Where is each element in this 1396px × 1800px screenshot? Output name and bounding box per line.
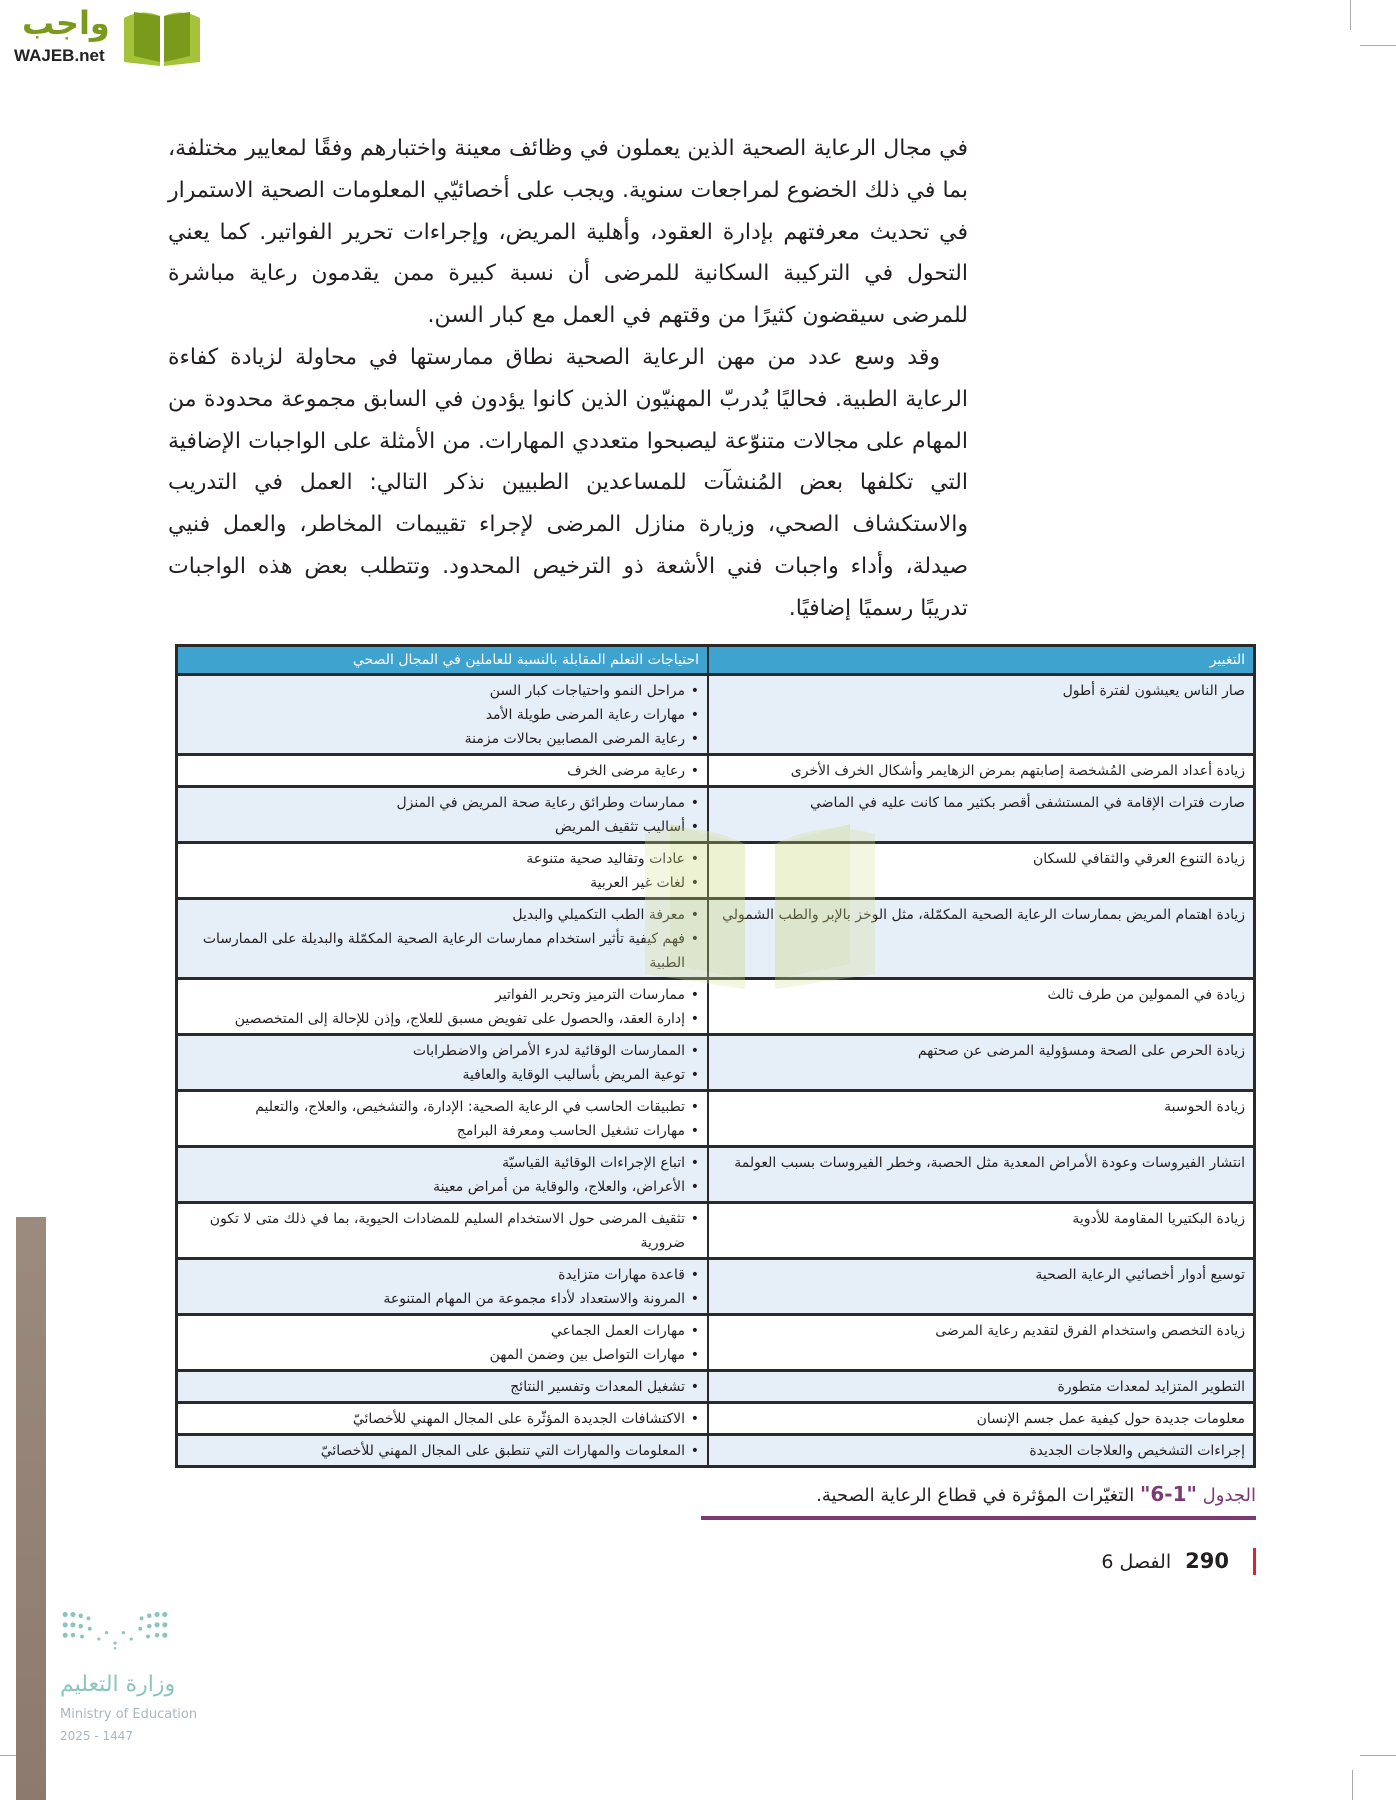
header-change: التغيير: [708, 645, 1255, 674]
table-row: [177, 1146, 1255, 1202]
learning-needs-cell: [177, 1258, 709, 1314]
table-caption: [701, 1482, 1256, 1520]
need-item: • رعاية المرضى المصابين بحالات مزمنة: [186, 727, 699, 751]
need-item: • إدارة العقد، والحصول على تفويض مسبق للعلاج، وإذن للإحالة إلى المتخصصين: [186, 1007, 699, 1031]
table-container: [175, 644, 1256, 1468]
ministry-dots-icon: [60, 1600, 170, 1660]
need-item: • الأعراض، والعلاج، والوقاية من أمراض معينة: [186, 1175, 699, 1199]
needs-list: [186, 679, 699, 751]
change-cell: معلومات جديدة حول كيفية عمل جسم الإنسان: [708, 1402, 1255, 1434]
need-item: • رعاية مرضى الخرف: [186, 759, 699, 783]
body-text: [168, 128, 968, 630]
learning-needs-cell: [177, 1202, 709, 1258]
learning-needs-cell: [177, 1314, 709, 1370]
paragraph: في مجال الرعاية الصحية الذين يعملون في وظائف معينة واختبارهم وفقًا لمعايير مختلفة، بما في ذلك الخضوع لمراجعات سنوية. ويجب على أخصائيّي المعلومات الصحية الاستمرار في تحديث معرفتهم بإدارة العقود، وأهلية المريض، وإجراءات تحرير الفواتير. كما يعني التحول في التركيبة السكانية للمرضى أن نسبة كبيرة ممن يقدمون رعاية مباشرة للمرضى سيقضون كثيرًا من وقتهم في العمل مع كبار السن.: [168, 136, 968, 329]
learning-needs-cell: [177, 842, 709, 898]
need-item: • ممارسات وطرائق رعاية صحة المريض في المنزل: [186, 791, 699, 815]
paragraph: وقد وسع عدد من مهن الرعاية الصحية نطاق ممارستها في محاولة لزيادة كفاءة الرعاية الطبية. فحاليًا يُدربّ المهنيّون الذين كانوا يؤدون في السابق مجموعة محدودة من المهام على مجالات متنوّعة ليصبحوا متعددي المهارات. من الأمثلة على الواجبات الإضافية التي تكلفها بعض المُنشآت للمساعدين الطبيين نذكر التالي: العمل في التدريب والاستكشاف الصحي، وزيارة منازل المرضى لإجراء تقييمات المخاطر، والعمل فنيي صيدلة، وأداء واجبات فني الأشعة ذو الترخيص المحدود. وتتطلب بعض هذه الواجبات تدريبًا رسميًا إضافيًا.: [168, 344, 968, 621]
table-row: [177, 1090, 1255, 1146]
needs-list: [186, 759, 699, 783]
need-item: • الاكتشافات الجديدة المؤثّرة على المجال المهني للأخصائيّ: [186, 1407, 699, 1431]
table-row: [177, 1370, 1255, 1402]
change-cell: زيادة اهتمام المريض بممارسات الرعاية الصحية المكمّلة، مثل الوخز بالإبر والطب الشمولي: [708, 898, 1255, 978]
need-item: • توعية المريض بأساليب الوقاية والعافية: [186, 1063, 699, 1087]
change-cell: صارت فترات الإقامة في المستشفى أقصر بكثير مما كانت عليه في الماضي: [708, 786, 1255, 842]
change-cell: توسيع أدوار أخصائيي الرعاية الصحية: [708, 1258, 1255, 1314]
change-cell: زيادة البكتيريا المقاومة للأدوية: [708, 1202, 1255, 1258]
chapter-label: الفصل 6: [1101, 1550, 1172, 1573]
need-item: • المرونة والاستعداد لأداء مجموعة من المهام المتنوعة: [186, 1287, 699, 1311]
header-learning-needs: احتياجات التعلم المقابلة بالنسبة للعاملين في المجال الصحي: [177, 645, 709, 674]
table-header-row: [177, 645, 1255, 674]
table-row: [177, 898, 1255, 978]
table-row: [177, 1314, 1255, 1370]
needs-list: [186, 1039, 699, 1087]
crop-mark: [1352, 1770, 1353, 1800]
change-cell: التطوير المتزايد لمعدات متطورة: [708, 1370, 1255, 1402]
table-row: [177, 1402, 1255, 1434]
learning-needs-cell: [177, 1146, 709, 1202]
learning-needs-cell: [177, 754, 709, 786]
change-cell: صار الناس يعيشون لفترة أطول: [708, 674, 1255, 754]
needs-list: [186, 1375, 699, 1399]
need-item: • تثقيف المرضى حول الاستخدام السليم للمضادات الحيوية، بما في ذلك متى لا تكون ضرورية: [186, 1207, 699, 1255]
table-row: [177, 978, 1255, 1034]
needs-list: [186, 1151, 699, 1199]
table-row: [177, 786, 1255, 842]
page-content: [168, 128, 1256, 1575]
need-item: • مهارات العمل الجماعي: [186, 1319, 699, 1343]
needs-list: [186, 983, 699, 1031]
change-cell: زيادة الحوسبة: [708, 1090, 1255, 1146]
needs-list: [186, 1319, 699, 1367]
need-item: • مهارات التواصل بين وضمن المهن: [186, 1343, 699, 1367]
crop-mark: [1360, 45, 1396, 46]
ministry-logo: [60, 1600, 198, 1780]
needs-list: [186, 1407, 699, 1431]
learning-needs-cell: [177, 786, 709, 842]
caption-number: "1-6": [1139, 1481, 1197, 1506]
table-row: [177, 1434, 1255, 1466]
learning-needs-cell: [177, 674, 709, 754]
needs-list: [186, 1095, 699, 1143]
crop-mark: [1350, 0, 1351, 30]
change-cell: زيادة التخصص واستخدام الفرق لتقديم رعاية المرضى: [708, 1314, 1255, 1370]
need-item: • ممارسات الترميز وتحرير الفواتير: [186, 983, 699, 1007]
learning-needs-cell: [177, 1090, 709, 1146]
health-changes-table: [175, 644, 1256, 1468]
need-item: • مهارات رعاية المرضى طويلة الأمد: [186, 703, 699, 727]
table-row: [177, 1034, 1255, 1090]
needs-list: [186, 1263, 699, 1311]
change-cell: زيادة التنوع العرقي والثقافي للسكان: [708, 842, 1255, 898]
learning-needs-cell: [177, 898, 709, 978]
need-item: • تشغيل المعدات وتفسير النتائج: [186, 1375, 699, 1399]
need-item: • أساليب تثقيف المريض: [186, 815, 699, 839]
ministry-year: 2025 - 1447: [60, 1729, 134, 1743]
need-item: • الممارسات الوقائية لدرء الأمراض والاضطرابات: [186, 1039, 699, 1063]
table-row: [177, 842, 1255, 898]
needs-list: [186, 791, 699, 839]
learning-needs-cell: [177, 1434, 709, 1466]
side-strip: [16, 1217, 46, 1800]
change-cell: زيادة في الممولين من طرف ثالث: [708, 978, 1255, 1034]
need-item: • فهم كيفية تأثير استخدام ممارسات الرعاية الصحية المكمّلة والبديلة على الممارسات الطبية: [186, 927, 699, 975]
learning-needs-cell: [177, 978, 709, 1034]
table-row: [177, 1202, 1255, 1258]
need-item: • عادات وتقاليد صحية متنوعة: [186, 847, 699, 871]
need-item: • قاعدة مهارات متزايدة: [186, 1263, 699, 1287]
need-item: • اتباع الإجراءات الوقائية القياسيّة: [186, 1151, 699, 1175]
crop-mark: [1360, 1755, 1396, 1756]
page-footer-row: [168, 1548, 1256, 1575]
need-item: • مهارات تشغيل الحاسب ومعرفة البرامج: [186, 1119, 699, 1143]
change-cell: زيادة الحرص على الصحة ومسؤولية المرضى عن صحتهم: [708, 1034, 1255, 1090]
need-item: • مراحل النمو واحتياجات كبار السن: [186, 679, 699, 703]
caption-text: التغيّرات المؤثرة في قطاع الرعاية الصحية.: [816, 1484, 1135, 1506]
learning-needs-cell: [177, 1402, 709, 1434]
book-icon: [120, 6, 204, 66]
page-footer: [1101, 1548, 1256, 1575]
logo-arabic: واجب: [22, 4, 110, 42]
change-cell: انتشار الفيروسات وعودة الأمراض المعدية مثل الحصبة، وخطر الفيروسات بسبب العولمة: [708, 1146, 1255, 1202]
need-item: • لغات غير العربية: [186, 871, 699, 895]
need-item: • المعلومات والمهارات التي تنطبق على المجال المهني للأخصائيّ: [186, 1439, 699, 1463]
learning-needs-cell: [177, 1034, 709, 1090]
learning-needs-cell: [177, 1370, 709, 1402]
table-row: [177, 1258, 1255, 1314]
needs-list: [186, 1439, 699, 1463]
logo-latin: WAJEB.net: [14, 46, 105, 65]
page-number: 290: [1185, 1548, 1229, 1573]
need-item: • تطبيقات الحاسب في الرعاية الصحية: الإدارة، والتشخيص، والعلاج، والتعليم: [186, 1095, 699, 1119]
change-cell: إجراءات التشخيص والعلاجات الجديدة: [708, 1434, 1255, 1466]
change-cell: زيادة أعداد المرضى المُشخصة إصابتهم بمرض الزهايمر وأشكال الخرف الأخرى: [708, 754, 1255, 786]
table-row: [177, 674, 1255, 754]
needs-list: [186, 847, 699, 895]
wajeb-logo[interactable]: [8, 4, 208, 68]
caption-label: الجدول: [1202, 1484, 1256, 1506]
ministry-arabic: وزارة التعليم: [60, 1672, 176, 1697]
needs-list: [186, 903, 699, 975]
needs-list: [186, 1207, 699, 1255]
ministry-english: Ministry of Education: [60, 1707, 198, 1722]
need-item: • معرفة الطب التكميلي والبديل: [186, 903, 699, 927]
table-row: [177, 754, 1255, 786]
